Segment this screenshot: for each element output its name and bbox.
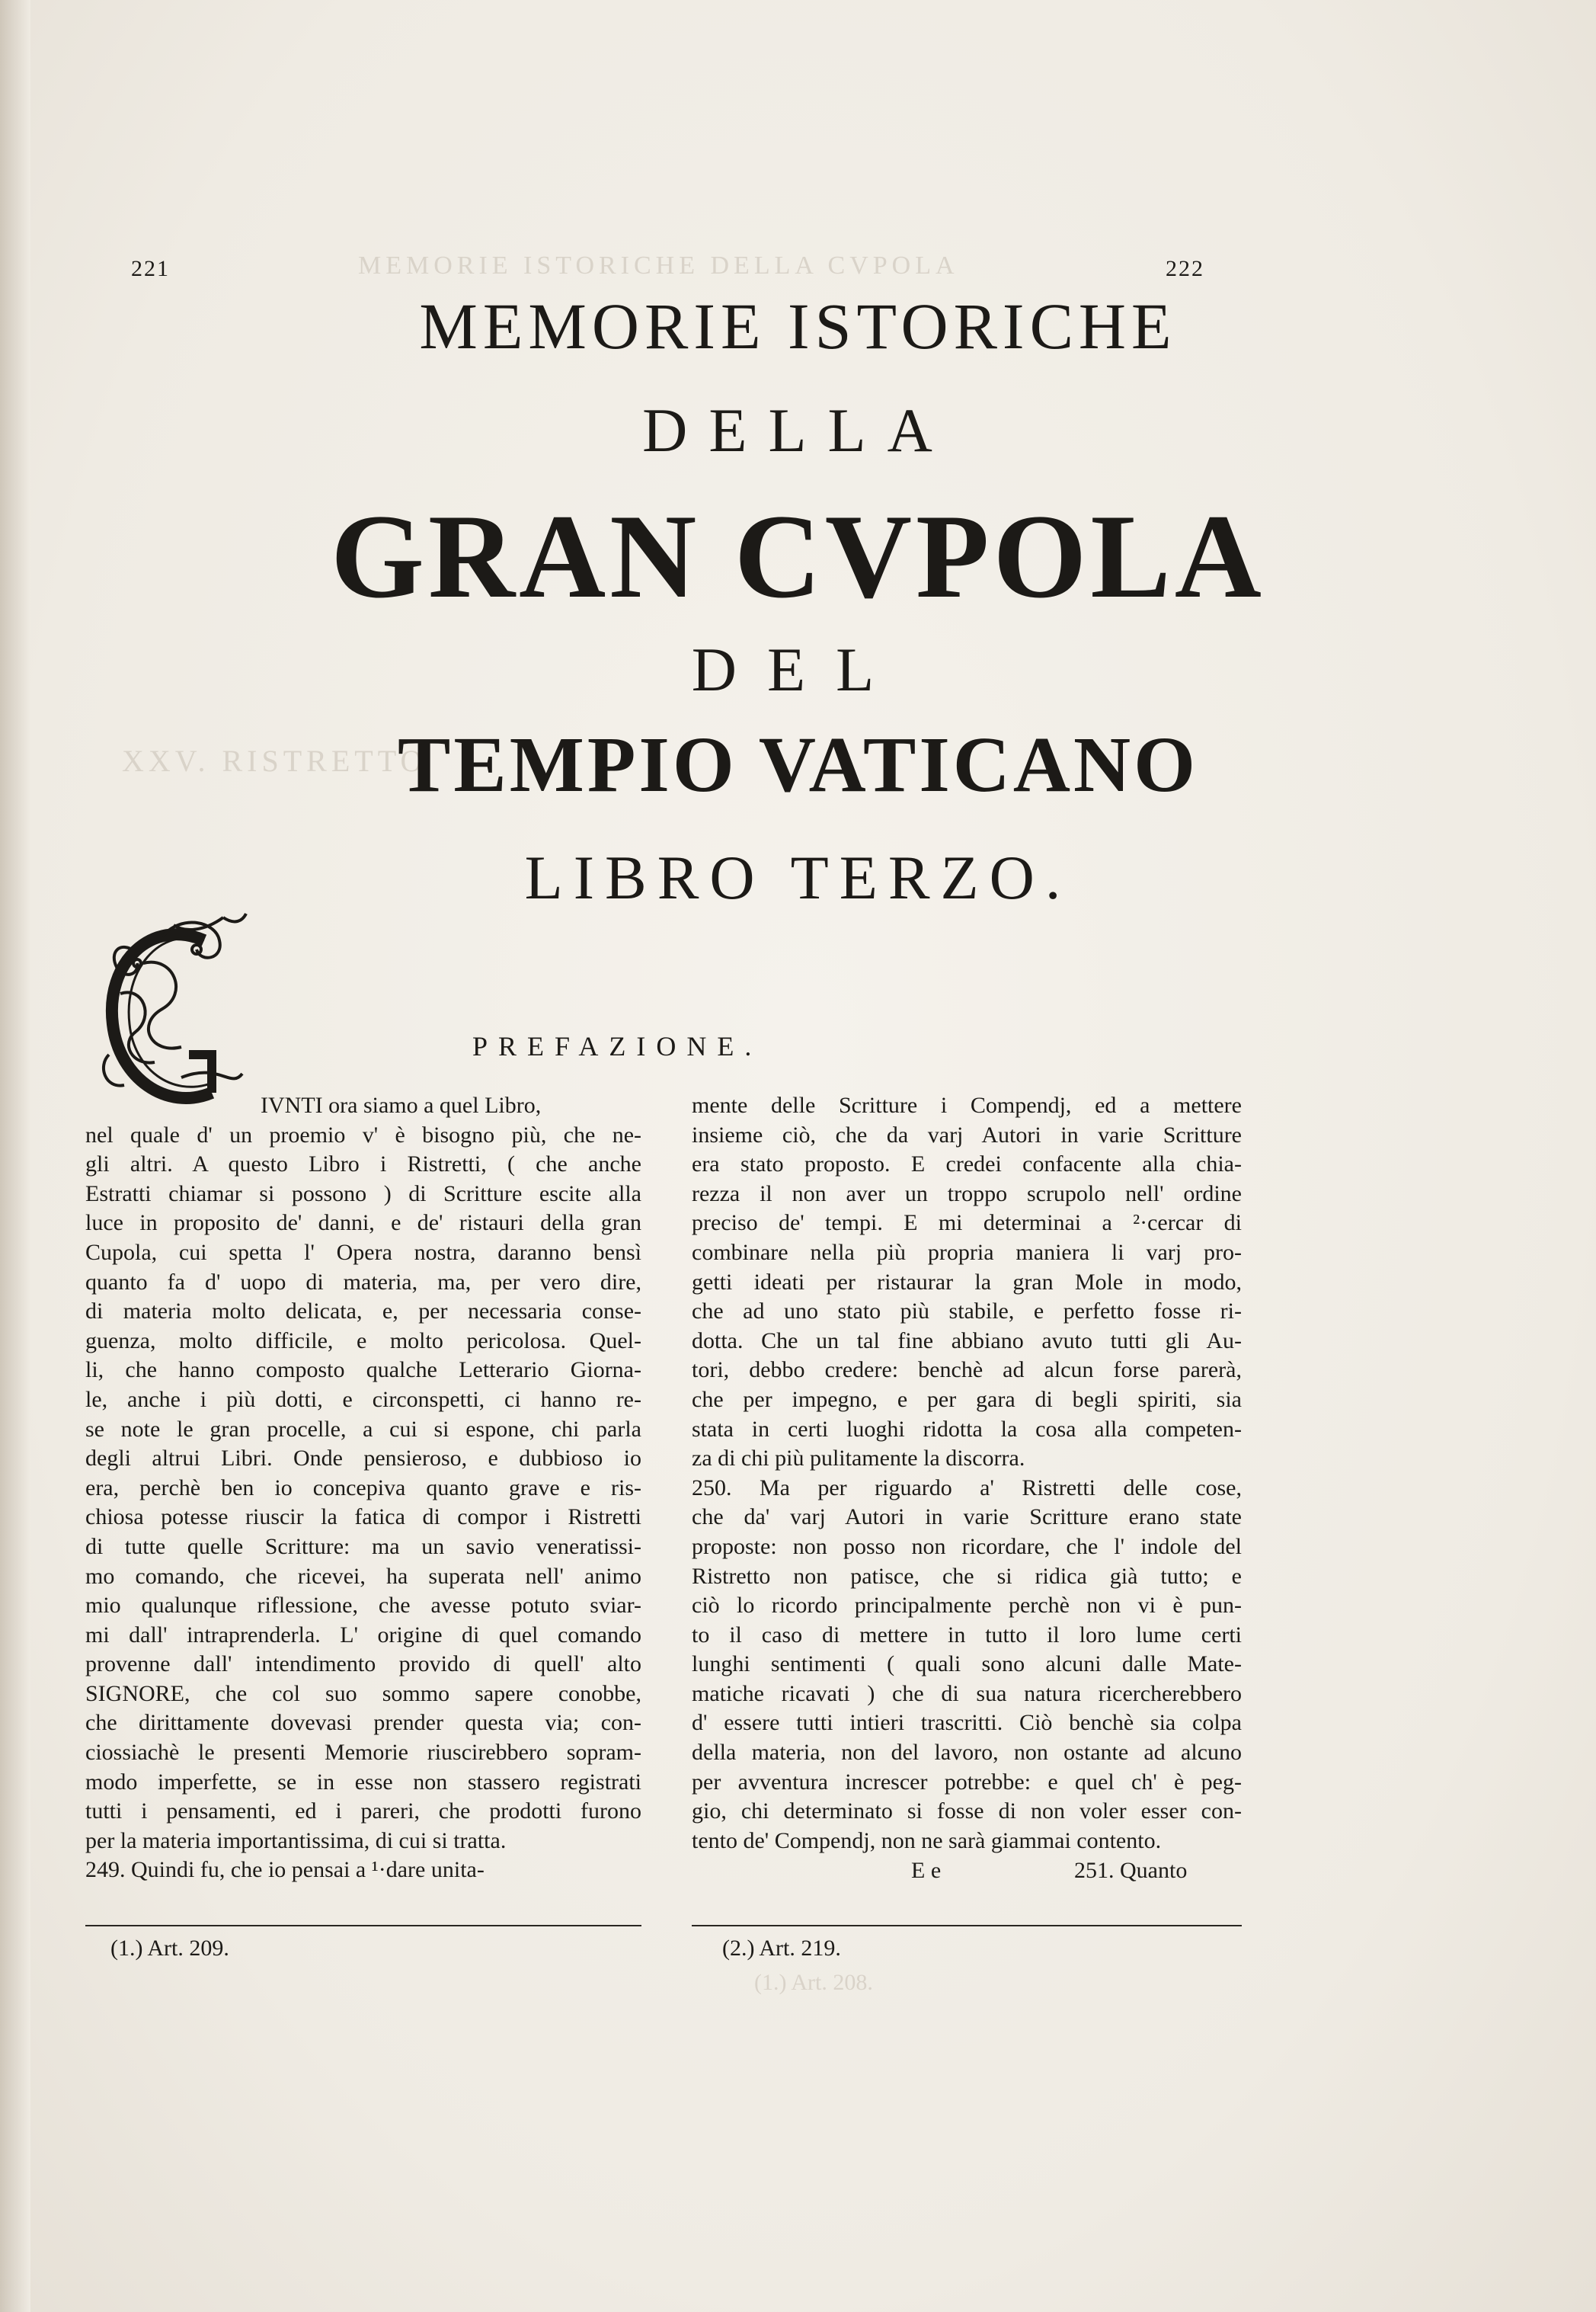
text-line: nel quale d' un proemio v' è bisogno più, che ne- [85,1122,641,1148]
text-line: della materia, non del lavoro, non ostante ad alcuno [692,1740,1242,1766]
catchword: 251. Quanto [1074,1858,1188,1883]
text-line: che ad uno stato più stabile, e perfetto fosse ri- [692,1298,1242,1324]
title-line-1: MEMORIE ISTORICHE [419,290,1177,363]
text-line: preciso de' tempi. E mi determinai a ²·cercar di [692,1210,1242,1236]
left-text-column [85,1091,641,1885]
show-through-heading: XXV. RISTRETTO [122,744,427,778]
section-heading: PREFAZIONE. [472,1031,763,1062]
title-line-5: TEMPIO VATICANO [397,721,1199,809]
text-line: stata in certi luoghi ridotta la cosa alla competen- [692,1416,1242,1442]
text-line: za di chi più pulitamente la discorra. [692,1446,1025,1471]
text-line: per la materia importantissima, di cui si tratta. [85,1827,507,1853]
text-line: matiche ricavati ) che di sua natura ricercherebbero [692,1680,1242,1706]
text-line: guenza, molto difficile, e molto pericolosa. Quel- [85,1327,641,1353]
text-line: di materia molto delicata, e, per necessaria conse- [85,1298,641,1324]
text-line: tori, debbo credere: benchè ad alcun forse parerà, [692,1357,1242,1383]
title-line-3: GRAN CVPOLA [331,490,1265,623]
text-line: IVNTI ora siamo a quel Libro, [261,1093,542,1118]
text-line: gio, chi determinato si fosse di non voler esser con- [692,1798,1242,1824]
text-line: quanto fa d' uopo di materia, ma, per vero dire, [85,1269,641,1295]
text-line: degli altrui Libri. Onde pensieroso, e dubbioso io [85,1446,641,1471]
text-line: Cupola, cui spetta l' Opera nostra, daranno bensì [85,1239,641,1265]
text-line: modo imperfette, se in esse non stassero registrati [85,1769,641,1795]
title-line-4: DEL [691,635,905,704]
show-through-note: (1.) Art. 208. [754,1970,873,1995]
text-line: insieme ciò, che da varj Autori in varie Scritture [692,1122,1242,1148]
footnote-left: (1.) Art. 209. [110,1936,229,1961]
text-line: luce in proposito de' danni, e de' ristauri della gran [85,1210,641,1236]
text-line: li, che hanno composto qualche Letterario Giorna- [85,1357,641,1383]
text-line: era stato proposto. E credei confacente alla chia- [692,1151,1242,1177]
text-line: d' essere tutti intieri trascritti. Ciò benchè sia colpa [692,1710,1242,1736]
text-line: mente delle Scritture i Compendj, ed a mettere [692,1093,1242,1118]
signature-mark: E e [911,1858,942,1883]
text-line: era, perchè ben io concepiva quanto grave e ris- [85,1475,641,1500]
text-line: che per impegno, e per gara di begli spiriti, sia [692,1386,1242,1412]
text-line: mo comando, che ricevei, ha superata nell' animo [85,1563,641,1589]
text-line: to il caso di mettere in tutto il loro lume certi [692,1622,1242,1648]
page-number-left: 221 [131,256,170,281]
title-line-2: DELLA [642,395,954,465]
text-line: ciò lo ricordo principalmente perchè non vi è pun- [692,1593,1242,1619]
text-line: combinare nella più propria maniera li varj pro- [692,1239,1242,1265]
text-line: provenne dall' intendimento provido di quell' alto [85,1651,641,1677]
text-line: che dirittamente dovevasi prender questa via; con- [85,1710,641,1736]
text-line: di tutte quelle Scritture: ma un savio veneratissi- [85,1533,641,1559]
text-line: per avventura increscer potrebbe: e quel ch' è peg- [692,1769,1242,1795]
text-line: Ristretto non patisce, che si ridica già tutto; e [692,1563,1242,1589]
text-line: mio qualunque riflessione, che avesse potuto sviar- [85,1593,641,1619]
text-line: tento de' Compendj, non ne sarà giammai contento. [692,1827,1162,1853]
text-line: 249. Quindi fu, che io pensai a ¹·dare unita- [85,1857,485,1883]
page-number-right: 222 [1166,256,1204,281]
text-line: dotta. Che un tal fine abbiano avuto tutti gli Au- [692,1327,1242,1353]
text-line: 250. Ma per riguardo a' Ristretti delle cose, [692,1475,1242,1500]
text-line: tutti i pensamenti, ed i pareri, che prodotti furono [85,1798,641,1824]
text-line: proposte: non posso non ricordare, che l' indole del [692,1533,1242,1559]
footnote-rule-left [85,1925,641,1926]
text-line: Estratti chiamar si possono ) di Scritture escite alla [85,1180,641,1206]
footnote-rule-right [692,1925,1242,1926]
text-line: SIGNORE, che col suo sommo sapere conobbe, [85,1680,641,1706]
text-line: chiosa potesse riuscir la fatica di compor i Ristretti [85,1504,641,1530]
footnote-right: (2.) Art. 219. [722,1936,841,1961]
text-line: se note le gran procelle, a cui si espone, chi parla [85,1416,641,1442]
title-line-6: LIBRO TERZO. [524,843,1072,912]
text-line: ciossiachè le presenti Memorie riuscirebbero sopram- [85,1740,641,1766]
right-text-column [692,1091,1242,1856]
text-line: che da' varj Autori in varie Scritture erano state [692,1504,1242,1530]
text-line: mi dall' intraprenderla. L' origine di quel comando [85,1622,641,1648]
show-through-header: MEMORIE ISTORICHE DELLA CVPOLA [358,251,959,280]
text-line: getti ideati per ristaurar la gran Mole in modo, [692,1269,1242,1295]
text-line: le, anche i più dotti, e circonspetti, ci hanno re- [85,1386,641,1412]
text-line: rezza il non aver un troppo scrupolo nell' ordine [692,1180,1242,1206]
text-line: gli altri. A questo Libro i Ristretti, ( che anche [85,1151,641,1177]
text-line: lunghi sentimenti ( quali sono alcuni dalle Mate- [692,1651,1242,1677]
